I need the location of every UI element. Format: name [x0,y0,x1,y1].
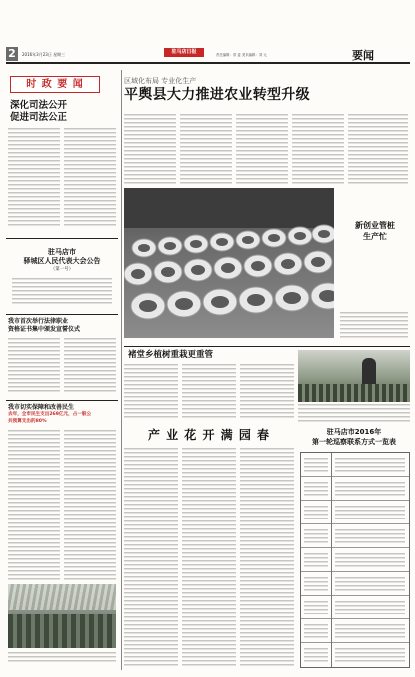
contact-table [300,452,410,668]
table-cell-contact [335,529,405,543]
story-mid [124,350,294,424]
table-cell-contact [335,577,405,591]
story-bottom-body-col2 [182,448,236,666]
story2-subtitle: （第一号） [50,267,74,272]
lead-body-col5 [348,114,408,184]
lead-body-col4 [292,114,344,184]
seedling-rows [298,384,410,402]
story1-body-col1 [8,128,60,228]
greenhouse-photo [8,584,116,648]
story4-title-line3: 共预算支出的80% [8,418,47,424]
story4-body-col2 [64,430,116,580]
story1-title-line1: 深化司法公开 [10,100,68,111]
table-row [301,596,409,620]
editor-line: 责任编辑：常 委 美术编辑：刘 元 [216,53,267,57]
lead-story [124,70,410,345]
table-cell-contact [335,624,405,638]
masthead-rule [6,62,410,64]
story2-body [12,278,112,306]
table-row [301,548,409,572]
story4-title-line1: 我市切实保障和改善民生 [8,404,75,411]
story-bottom-headline: 产 业 花 开 满 园 春 [147,428,271,442]
table-cell-contact [335,648,405,662]
masthead-logo: 驻马店日报 [164,48,204,57]
date-line: 2016年3月23日 星期三 [22,52,66,57]
story3-title [8,318,118,334]
seedling-photo [298,350,410,402]
photo-caption-title [340,220,410,242]
column-header-box [10,76,100,93]
table-cell-unit [304,506,328,520]
page-number: 2 [6,47,18,61]
story3-title-line1: 我市首次举行法律职业 [8,318,69,325]
story3-body-col1 [8,338,60,394]
pipe-factory-photo [124,188,334,338]
story-mid-body-col2 [182,364,236,420]
section-label: 要闻 [352,49,374,62]
story-right-title-line2: 第一轮巡察联系方式一览表 [312,437,396,446]
story1-body-col2 [64,128,116,228]
photo-caption-title-line1: 新创业管桩 [355,221,395,230]
greenhouse-roof [8,584,116,610]
story-bottom-body-col1 [124,448,178,666]
table-cell-unit [304,482,328,496]
divider [124,346,410,347]
crop-rows [8,614,116,648]
story-bottom-body-col3 [240,448,294,666]
table-cell-unit [304,648,328,662]
story-bottom [124,426,294,670]
story4-body-col1 [8,430,60,580]
lead-kicker: 区域化布局 专业化生产 [124,77,197,85]
story-mid-body-col1 [124,364,178,420]
story-mid-headline: 褚堂乡植树重栽更重管 [128,350,214,360]
table-cell-contact [335,458,405,472]
story3-body-col2 [64,338,116,394]
column-header: 时 政 要 闻 [26,79,84,90]
masthead [6,46,410,64]
story4-title [8,404,118,425]
story2-title [6,248,118,273]
divider [6,400,118,401]
lead-headline: 平舆县大力推进农业转型升级 [124,87,310,103]
divider [6,314,118,315]
lead-body-col2 [180,114,232,184]
story4-title-line2: 去年，全市民生支出269亿元，占一般公 [8,412,92,417]
lead-body-col1 [124,114,176,184]
photo-caption [8,652,116,664]
story-right-title [298,428,410,447]
table-cell-unit [304,458,328,472]
story-mid-body-col3 [240,364,294,420]
story1-title [10,100,110,124]
story-right [298,426,410,670]
lead-body-col3 [236,114,288,184]
pipe-rings-illustration [124,188,334,338]
table-row [301,572,409,596]
table-row [301,501,409,525]
table-cell-unit [304,529,328,543]
story1-title-line2: 促进司法公正 [10,112,68,123]
table-cell-unit [304,577,328,591]
sidebar [6,70,118,670]
table-cell-unit [304,601,328,615]
story2-title-line2: 驿城区人民代表大会公告 [23,257,101,265]
table-row [301,619,409,643]
table-cell-contact [335,482,405,496]
table-column-divider [331,453,332,667]
table-cell-unit [304,553,328,567]
table-row [301,643,409,667]
photo-caption-body [340,312,408,338]
seedling-photo-caption [298,404,410,422]
story-right-title-line1: 驻马店市2016年 [326,428,382,436]
table-cell-contact [335,601,405,615]
table-cell-contact [335,553,405,567]
table-cell-unit [304,624,328,638]
column-separator [121,70,122,670]
story3-title-line2: 资格证书集中颁发宣誓仪式 [8,326,81,333]
table-row [301,453,409,477]
story2-title-line1: 驻马店市 [48,248,76,256]
table-row [301,477,409,501]
table-row [301,524,409,548]
divider [6,238,118,239]
table-cell-contact [335,506,405,520]
photo-caption-title-line2: 生产忙 [363,232,387,241]
